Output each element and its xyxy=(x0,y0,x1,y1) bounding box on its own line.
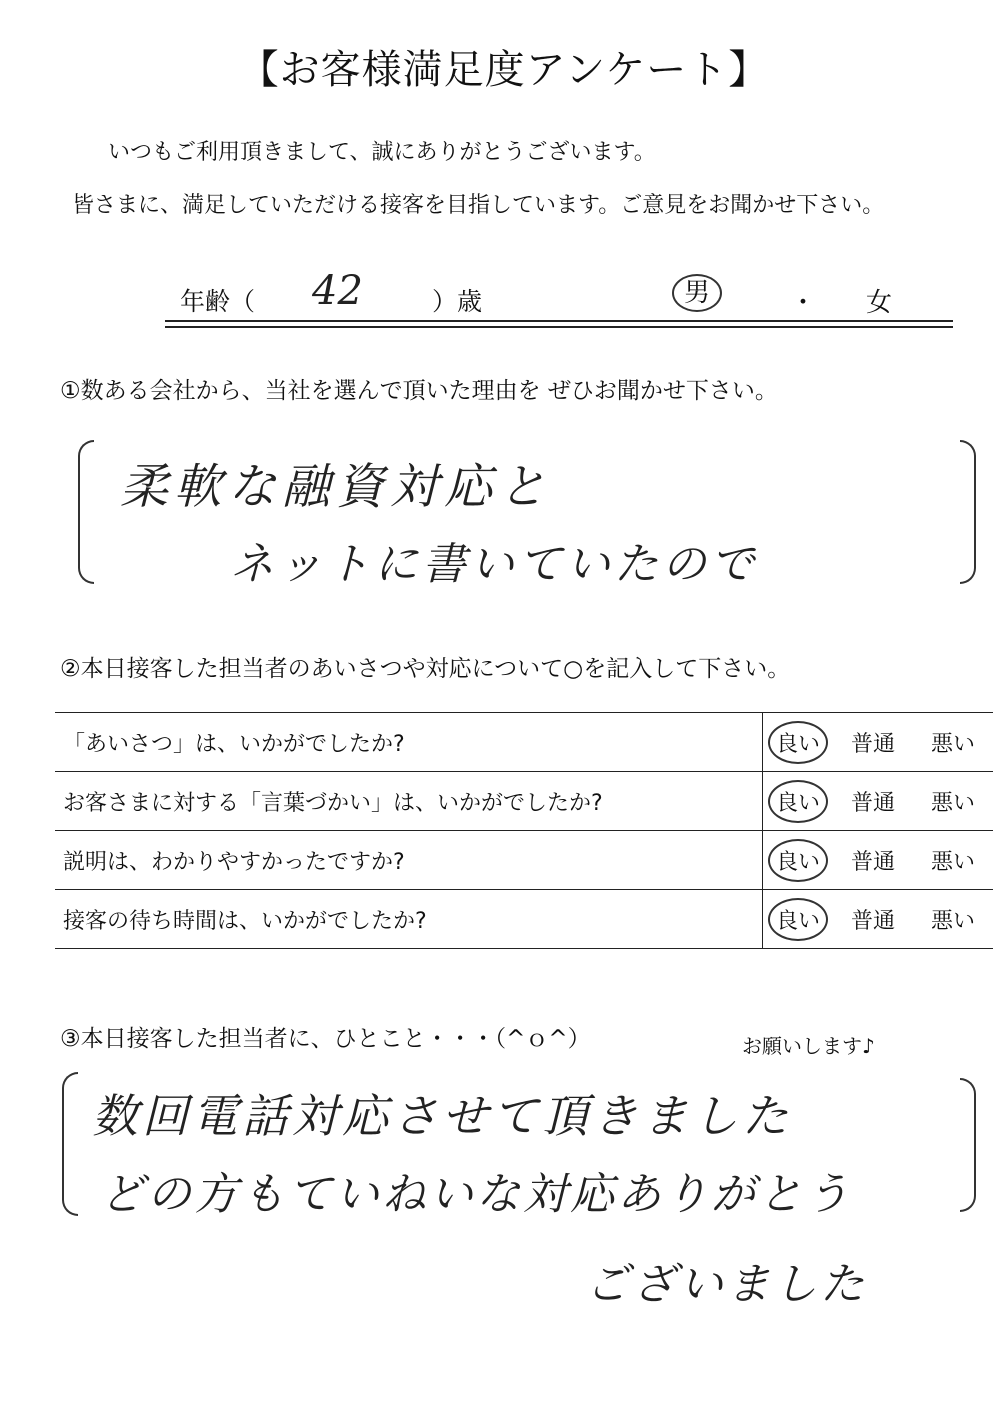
gender-male-label: 男 xyxy=(672,274,722,312)
q1-left-bracket xyxy=(78,440,94,584)
q3-question: ③本日接客した担当者に、ひとこと・・・（^ｏ^） xyxy=(60,1026,591,1052)
rating-good-option[interactable] xyxy=(763,713,834,772)
rating-bad-option[interactable]: 悪い xyxy=(913,831,993,890)
gender-male-option[interactable] xyxy=(672,272,722,309)
rating-good-label: 良い xyxy=(768,839,828,882)
q3-answer-line-3: ございました xyxy=(585,1259,867,1310)
survey-title: 【お客様満足度アンケート】 xyxy=(238,47,770,93)
age-label: 年齢（ xyxy=(180,287,256,316)
rating-good-label: 良い xyxy=(768,780,828,823)
gender-female-option[interactable]: 女 xyxy=(866,288,893,318)
rating-good-option[interactable] xyxy=(763,890,834,949)
intro-line-1: いつもご利用頂きまして、誠にありがとうございます。 xyxy=(108,140,656,165)
q3-request-note: お願いします♪ xyxy=(742,1034,875,1058)
q1-right-bracket xyxy=(960,440,976,584)
rating-good-label: 良い xyxy=(768,721,828,764)
table-row xyxy=(55,890,993,949)
rating-question: 説明は、わかりやすかったですか? xyxy=(55,831,763,890)
rating-average-option[interactable]: 普通 xyxy=(833,890,913,949)
rating-good-label: 良い xyxy=(768,898,828,941)
rating-average-option[interactable]: 普通 xyxy=(833,772,913,831)
q1-answer-line-1: 柔軟な融資対応と xyxy=(120,459,553,515)
age-value[interactable]: 42 xyxy=(312,268,363,314)
rating-average-option[interactable]: 普通 xyxy=(833,831,913,890)
rating-good-option[interactable] xyxy=(763,772,834,831)
q3-answer-line-2: どの方もていねいな対応ありがとう xyxy=(100,1169,852,1220)
rating-question: 接客の待ち時間は、いかがでしたか? xyxy=(55,890,763,949)
rating-question: 「あいさつ」は、いかがでしたか? xyxy=(55,713,763,772)
intro-line-2: 皆さまに、満足していただける接客を目指しています。ご意見をお聞かせ下さい。 xyxy=(72,193,885,218)
q2-question: ②本日接客した担当者のあいさつや対応について○を記入して下さい。 xyxy=(60,656,791,682)
q3-right-bracket xyxy=(960,1078,976,1212)
rating-good-option[interactable] xyxy=(763,831,834,890)
age-suffix: ）歳 xyxy=(432,287,483,316)
rating-average-option[interactable]: 普通 xyxy=(833,713,913,772)
rating-bad-option[interactable]: 悪い xyxy=(913,890,993,949)
profile-divider xyxy=(165,320,953,328)
gender-separator: ・ xyxy=(790,288,817,318)
q3-left-bracket xyxy=(62,1072,78,1216)
rating-bad-option[interactable]: 悪い xyxy=(913,713,993,772)
rating-bad-option[interactable]: 悪い xyxy=(913,772,993,831)
q1-question: ①数ある会社から、当社を選んで頂いた理由を ぜひお聞かせ下さい。 xyxy=(60,378,778,404)
table-row xyxy=(55,831,993,890)
q3-answer-line-1: 数回電話対応させて頂きました xyxy=(92,1089,792,1143)
rating-table xyxy=(55,712,993,949)
q1-answer-line-2: ネットに書いていたので xyxy=(230,539,758,590)
table-row xyxy=(55,772,993,831)
table-row xyxy=(55,713,993,772)
rating-question: お客さまに対する「言葉づかい」は、いかがでしたか? xyxy=(55,772,763,831)
